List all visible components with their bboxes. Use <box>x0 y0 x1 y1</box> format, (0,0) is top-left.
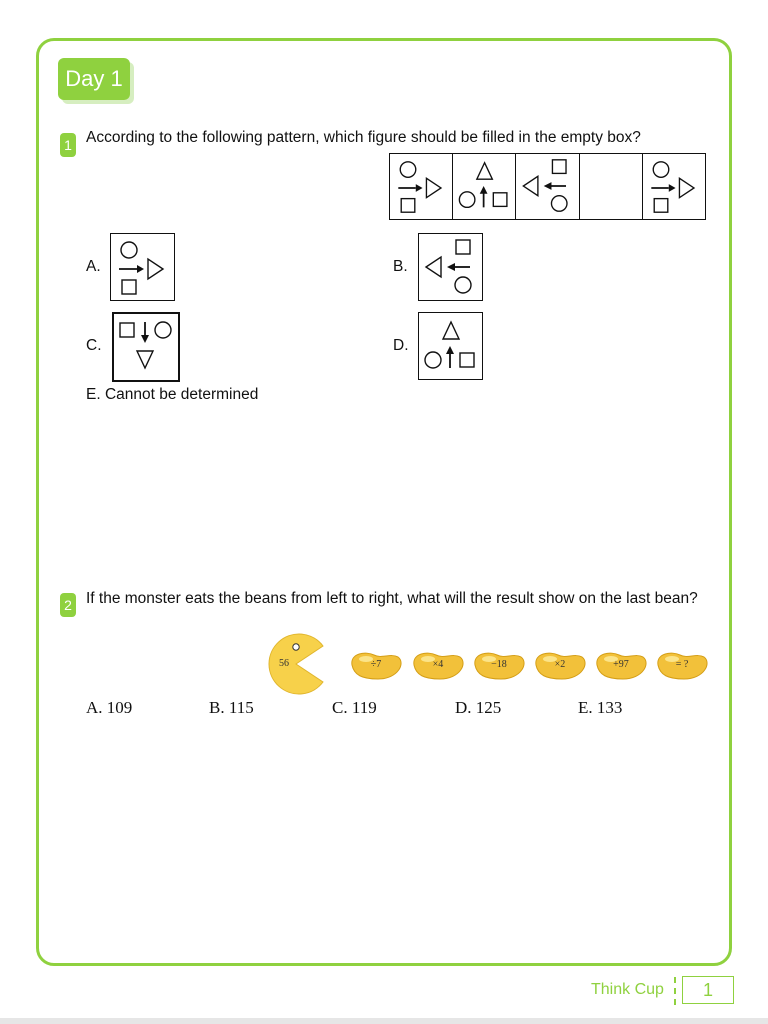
pattern-cell-empty <box>580 154 643 219</box>
bean-4 <box>532 645 588 683</box>
option-c-figure[interactable] <box>112 312 180 382</box>
day-badge: Day 1 <box>58 58 130 100</box>
bean-3 <box>471 645 527 683</box>
question-1-number: 1 <box>60 133 76 157</box>
option-d-figure[interactable] <box>418 312 483 380</box>
option-a-figure[interactable] <box>110 233 175 301</box>
pattern-figure-5 <box>643 154 705 219</box>
answer-d[interactable]: D. 125 <box>455 698 502 717</box>
answer-a[interactable]: A. 109 <box>86 698 133 717</box>
bean-1 <box>348 645 404 683</box>
pattern-cell-3 <box>516 154 579 219</box>
footer-divider <box>674 977 676 1005</box>
pattern-figure-2 <box>453 154 515 219</box>
monster-body <box>265 633 327 695</box>
option-a-label[interactable]: A. <box>86 258 101 275</box>
pattern-figure-3 <box>516 154 578 219</box>
bean-3-label: −18 <box>491 658 507 670</box>
bean-5-label: +97 <box>613 658 629 670</box>
monster <box>265 633 327 695</box>
monster-value: 56 <box>279 658 289 669</box>
option-b-figure[interactable] <box>418 233 483 301</box>
bottom-strip <box>0 1018 768 1024</box>
bean-2-label: ×4 <box>432 658 444 670</box>
question-2-number: 2 <box>60 593 76 617</box>
bean-6-label: = ? <box>675 658 689 670</box>
answer-e[interactable]: E. 133 <box>578 698 623 717</box>
answer-c[interactable]: C. 119 <box>332 698 377 717</box>
pattern-figure-1 <box>390 154 452 219</box>
option-c-label[interactable]: C. <box>86 337 102 354</box>
pattern-cell-2 <box>453 154 516 219</box>
bean-4-label: ×2 <box>554 658 566 670</box>
question-1-text: According to the following pattern, which figure should be filled in the empty box? <box>86 129 641 146</box>
bean-2 <box>410 645 466 683</box>
answer-b[interactable]: B. 115 <box>209 698 254 717</box>
pattern-sequence <box>389 153 706 220</box>
page-number: 1 <box>682 976 734 1004</box>
question-2-text: If the monster eats the beans from left to right, what will the result show on the last bean? <box>86 590 698 607</box>
bean-6 <box>654 645 710 683</box>
bean-5 <box>593 645 649 683</box>
pattern-cell-5 <box>643 154 705 219</box>
option-e-label[interactable]: E. Cannot be determined <box>86 386 259 403</box>
option-b-label[interactable]: B. <box>393 258 408 275</box>
pattern-cell-1 <box>390 154 453 219</box>
option-d-label[interactable]: D. <box>393 337 409 354</box>
footer-brand: Think Cup <box>591 981 664 998</box>
bean-1-label: ÷7 <box>370 658 382 670</box>
